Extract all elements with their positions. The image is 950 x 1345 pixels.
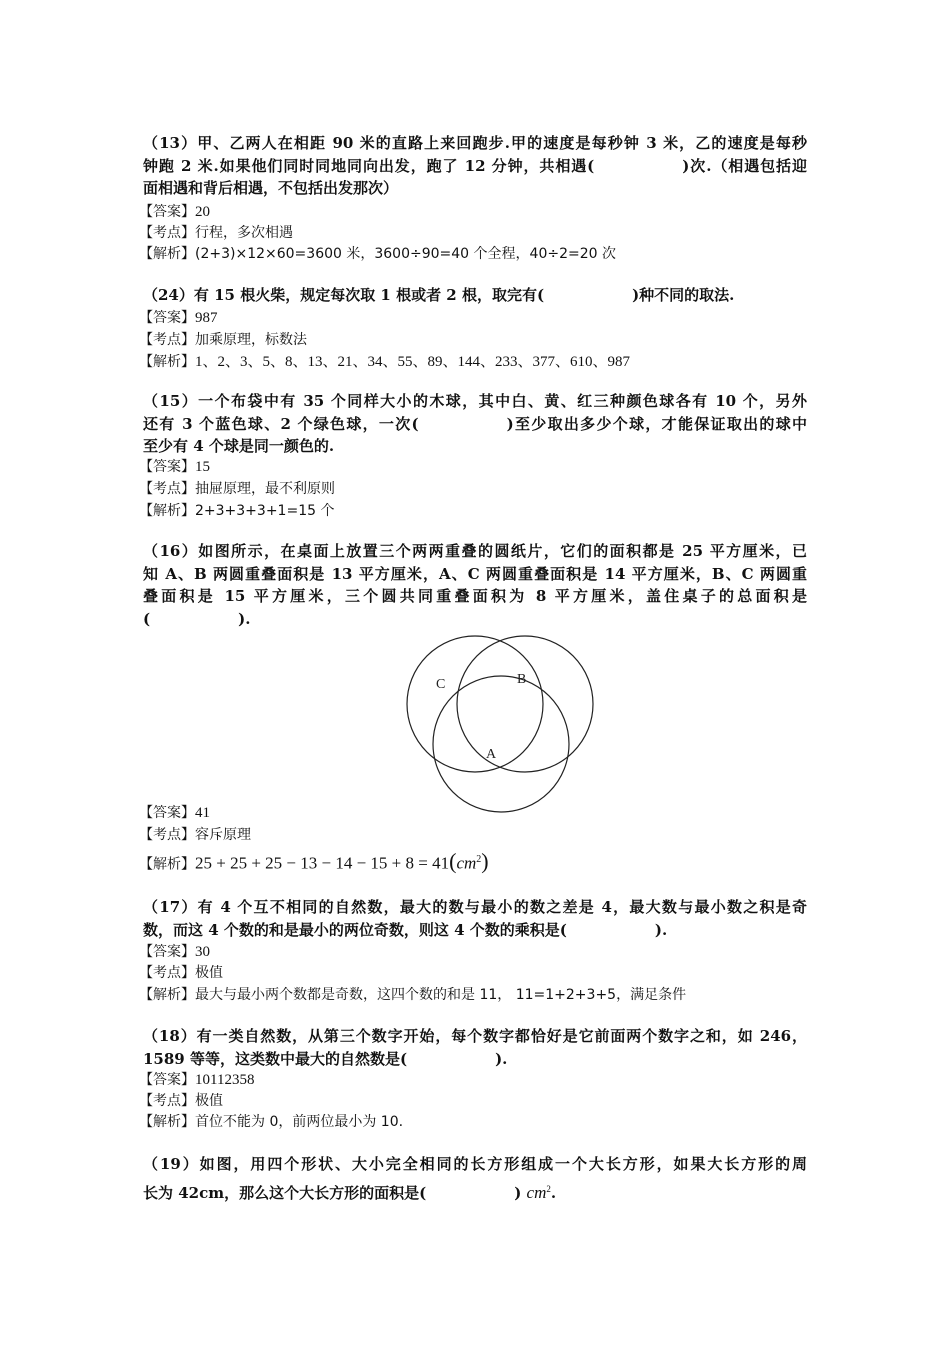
analysis-row: 【解析】首位不能为 0，前两位最小为 10.: [139, 1114, 404, 1130]
analysis-formula: 25 + 25 + 25 − 13 − 14 − 15 + 8 = 41: [195, 853, 450, 873]
point-row: 【考点】极值: [139, 1093, 223, 1109]
question-17-line-1: （17）有 4 个互不相同的自然数，最大的数与最小的数之差是 4，最大数与最小数之积是奇: [143, 898, 807, 916]
question-15-line-3: 至少有 4 个球是同一颜色的.: [143, 437, 335, 455]
answer-row: 【答案】41: [139, 805, 210, 821]
circle-c: [407, 636, 543, 772]
question-13-line-1: （13）甲、乙两人在相距 90 米的直路上来回跑步.甲的速度是每秒钟 3 米，乙的速度是每秒: [143, 134, 807, 152]
answer-row: 【答案】20: [139, 204, 210, 220]
answer-row: 【答案】987: [139, 310, 218, 326]
question-17-line-2: 数，而这 4 个数的和是最小的两位奇数，则这 4 个数的乘积是( ).: [143, 920, 668, 939]
answer-row: 【答案】10112358: [139, 1072, 255, 1088]
analysis-row: 【解析】(2+3)×12×60=3600 米，3600÷90=40 个全程，40÷2=20 次: [139, 246, 616, 262]
analysis-row: 【解析】1、2、3、5、8、13、21、34、55、89、144、233、377、610、987: [139, 354, 631, 370]
point-row: 【考点】抽屉原理，最不利原则: [139, 481, 335, 497]
point-row: 【考点】加乘原理，标数法: [139, 332, 307, 348]
question-15: [143, 390, 807, 458]
circle-b: [457, 636, 593, 772]
answer-row: 【答案】15: [139, 459, 210, 475]
question-19-line-2: 长为 42cm，那么这个大长方形的面积是( ) $cm^2$.: [143, 1183, 557, 1202]
label-b: B: [517, 672, 527, 687]
question-18-line-1: （18）有一类自然数，从第三个数字开始，每个数字都恰好是它前面两个数字之和，如 246，: [143, 1027, 807, 1045]
point-row: 【考点】行程，多次相遇: [139, 225, 293, 241]
question-19-line-1: （19）如图，用四个形状、大小完全相同的长方形组成一个大长方形，如果大长方形的周: [143, 1155, 807, 1173]
question-24: [143, 284, 807, 307]
answer-row: 【答案】30: [139, 944, 210, 960]
point-row: 【考点】容斥原理: [139, 827, 251, 843]
question-16-line-2: 知 A、B 两圆重叠面积是 13 平方厘米，A、C 两圆重叠面积是 14 平方厘米，B、C 两圆重: [143, 564, 807, 583]
analysis-row: 【解析】$25 + 25 + 25 - 13 - 14 - 15 + 8 = 41(cm^2)$: [139, 848, 489, 874]
analysis-row: 【解析】2+3+3+3+1=15 个: [139, 503, 335, 519]
question-15-line-2: 还有 3 个蓝色球、2 个绿色球，一次( )至少取出多少个球，才能保证取出的球中: [143, 414, 807, 433]
question-24-line-1: （24）有 15 根火柴，规定每次取 1 根或者 2 根，取完有( )种不同的取法.: [143, 286, 735, 304]
question-16-line-1: （16）如图所示，在桌面上放置三个两两重叠的圆纸片，它们的面积都是 25 平方厘米，已: [143, 542, 807, 560]
label-a: A: [486, 747, 497, 762]
point-row: 【考点】极值: [139, 965, 223, 981]
question-19: [143, 1152, 807, 1206]
label-c: C: [436, 677, 446, 692]
question-13-line-2: 钟跑 2 米.如果他们同时同地同向出发，跑了 12 分钟，共相遇( )次.（相遇包括迎: [143, 156, 807, 175]
question-13-line-3: 面相遇和背后相遇，不包括出发那次）: [143, 179, 399, 197]
question-16: [143, 540, 807, 630]
question-17: [143, 896, 807, 941]
analysis-row: 【解析】最大与最小两个数都是奇数，这四个数的和是 11， 11=1+2+3+5，满足条件: [139, 987, 687, 1003]
question-16-line-4: ( ).: [143, 609, 251, 628]
question-13: [143, 132, 807, 200]
question-16-line-3: 叠面积是 15 平方厘米，三个圆共同重叠面积为 8 平方厘米，盖住桌子的总面积是: [143, 587, 807, 605]
question-18: [143, 1025, 807, 1070]
question-18-line-2: 1589 等等，这类数中最大的自然数是( ).: [143, 1049, 508, 1068]
circle-a: [433, 676, 569, 812]
question-15-line-1: （15）一个布袋中有 35 个同样大小的木球，其中白、黄、红三种颜色球各有 10 个，另外: [143, 392, 807, 410]
